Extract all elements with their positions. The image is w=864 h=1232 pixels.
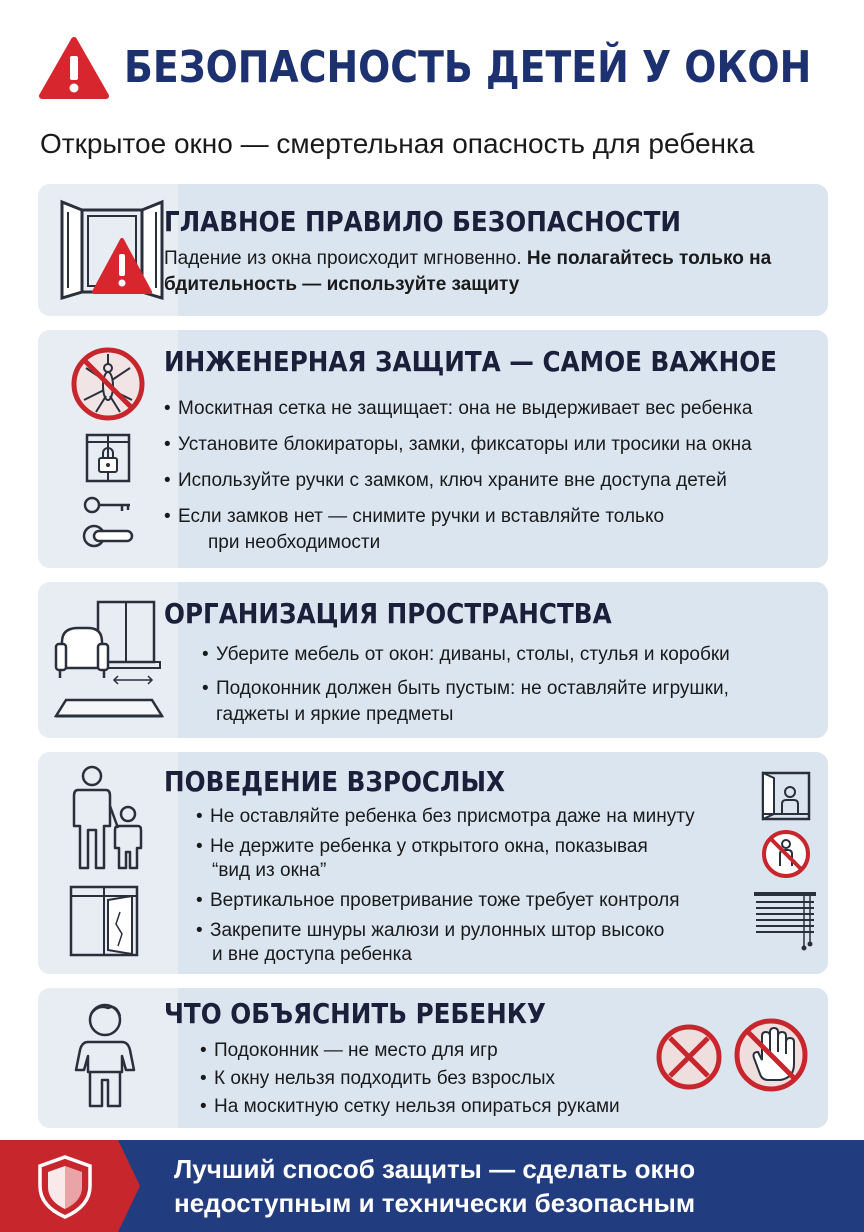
list-item: • На москитную сетку нельзя опираться руками <box>200 1094 620 1120</box>
no-hand-icon <box>732 1016 810 1094</box>
prohibited-icon <box>654 1022 724 1092</box>
window-armchair-icon <box>52 598 162 686</box>
list-item: • Не держите ребенка у открытого окна, показывая <box>196 834 695 860</box>
list-item: • Закрепите шнуры жалюзи и рулонных штор высоко <box>196 918 679 944</box>
page-subtitle: Открытое окно — смертельная опасность для ребенка <box>40 128 755 159</box>
list-item-continuation: и вне доступа ребенка <box>212 944 412 965</box>
tilted-window-icon <box>68 884 140 960</box>
list-item: • Вертикальное проветривание тоже требует контроля <box>196 888 679 914</box>
list-item: • Москитная сетка не защищает: она не выдерживает вес ребенка <box>164 396 752 422</box>
section-title: ЧТО ОБЪЯСНИТЬ РЕБЕНКУ <box>164 997 546 1030</box>
bullet-list <box>200 1038 620 1120</box>
list-item: • Подоконник должен быть пустым: не оставляйте игрушки, <box>202 676 730 702</box>
text-bold: Не полагайтесь только на бдительность — используйте защиту <box>164 248 772 295</box>
footer-banner <box>0 1140 864 1232</box>
list-item: • Если замков нет — снимите ручки и вставляйте только <box>164 504 752 530</box>
list-item: • Уберите мебель от окон: диваны, столы, стулья и коробки <box>202 642 730 668</box>
child-at-window-icon <box>760 770 812 822</box>
window-lock-icon <box>84 432 132 484</box>
section-text <box>164 246 784 298</box>
list-item-continuation: гаджеты и яркие предметы <box>216 704 454 725</box>
adult-child-icon <box>68 764 148 872</box>
no-child-icon <box>760 828 812 880</box>
door-handle-icon <box>82 522 134 550</box>
bullet-list <box>196 804 695 860</box>
footer-line-1: Лучший способ защиты — сделать окно <box>174 1154 696 1184</box>
bullet-list <box>196 888 679 944</box>
page-title: БЕЗОПАСНОСТЬ ДЕТЕЙ У ОКОН <box>124 42 812 93</box>
open-window-warning-icon <box>56 198 168 302</box>
list-item: • Подоконник — не место для игр <box>200 1038 620 1064</box>
child-figure-icon <box>74 998 136 1112</box>
footer-line-2: недоступным и технически безопасным <box>174 1188 696 1218</box>
list-item-continuation: при необходимости <box>208 532 381 553</box>
bullet-list <box>164 396 752 530</box>
blinds-cord-icon <box>750 890 820 952</box>
shield-icon <box>36 1154 94 1220</box>
list-item: • Установите блокираторы, замки, фиксаторы или тросики на окна <box>164 432 752 458</box>
no-mosquito-net-icon <box>70 346 146 422</box>
section-title: ИНЖЕНЕРНАЯ ЗАЩИТА — САМОЕ ВАЖНОЕ <box>164 345 777 378</box>
header <box>0 30 864 100</box>
key-icon <box>82 494 134 516</box>
list-item-continuation: “вид из окна” <box>212 860 327 881</box>
section-title: ГЛАВНОЕ ПРАВИЛО БЕЗОПАСНОСТИ <box>164 205 682 238</box>
bullet-list <box>202 642 730 702</box>
footer-text <box>174 1152 834 1220</box>
list-item: • Используйте ручки с замком, ключ храните вне доступа детей <box>164 468 752 494</box>
warning-triangle-icon <box>38 36 110 100</box>
list-item: • К окну нельзя подходить без взрослых <box>200 1066 620 1092</box>
text-plain: Падение из окна происходит мгновенно. <box>164 248 527 269</box>
section-title: ОРГАНИЗАЦИЯ ПРОСТРАНСТВА <box>164 597 612 630</box>
section-title: ПОВЕДЕНИЕ ВЗРОСЛЫХ <box>164 765 505 798</box>
windowsill-icon <box>54 696 164 722</box>
list-item: • Не оставляйте ребенка без присмотра даже на минуту <box>196 804 695 830</box>
